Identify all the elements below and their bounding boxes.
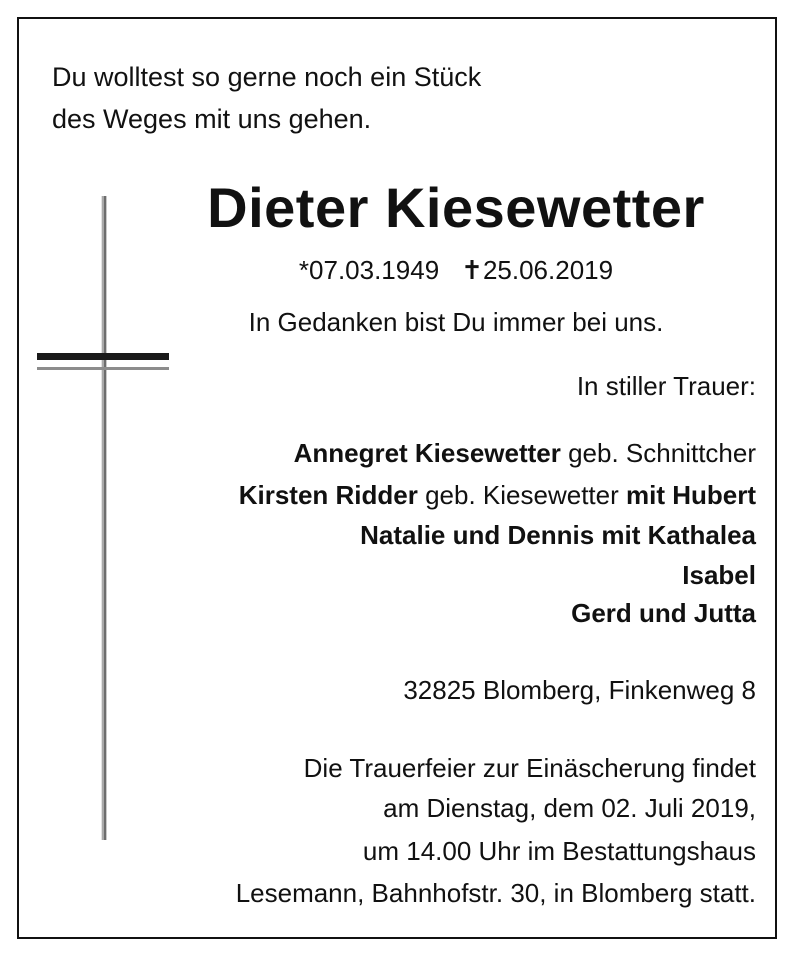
birth-date: *07.03.1949 (298, 255, 440, 285)
address: 32825 Blomberg, Finkenweg 8 (403, 675, 756, 705)
cross-crossbar-shadow (37, 367, 169, 370)
death-date: ✝25.06.2019 (461, 255, 614, 285)
service-line-2: am Dienstag, dem 02. Juli 2019, (383, 793, 756, 823)
mourner-name: Kirsten Ridder (238, 480, 418, 510)
tagline: In Gedanken bist Du immer bei uns. (248, 307, 664, 337)
service-line-4: Lesemann, Bahnhofstr. 30, in Blomberg statt. (235, 878, 756, 908)
mourner-name: Annegret Kiesewetter (293, 438, 561, 468)
mourner-line (239, 482, 756, 508)
mourner-partner: mit Hubert (626, 480, 756, 510)
cross-icon (101, 196, 107, 840)
deceased-name: Dieter Kiesewetter (207, 176, 705, 239)
service-line-3: um 14.00 Uhr im Bestattungshaus (362, 836, 756, 866)
mourning-heading: In stiller Trauer: (576, 371, 756, 401)
cross-crossbar (37, 353, 169, 360)
mourner-line: Isabel (682, 560, 756, 590)
mourner-note: geb. Kiesewetter (417, 480, 626, 510)
mourner-line: Natalie und Dennis mit Kathalea (360, 520, 756, 550)
verse-line-1: Du wolltest so gerne noch ein Stück (52, 62, 482, 92)
service-line-1: Die Trauerfeier zur Einäscherung findet (303, 753, 756, 783)
life-dates (0, 257, 800, 283)
mourner-note: geb. Schnittcher (560, 438, 756, 468)
mourner-line (294, 440, 756, 466)
mourner-line: Gerd und Jutta (571, 598, 756, 628)
verse-line-2: des Weges mit uns gehen. (52, 104, 372, 134)
